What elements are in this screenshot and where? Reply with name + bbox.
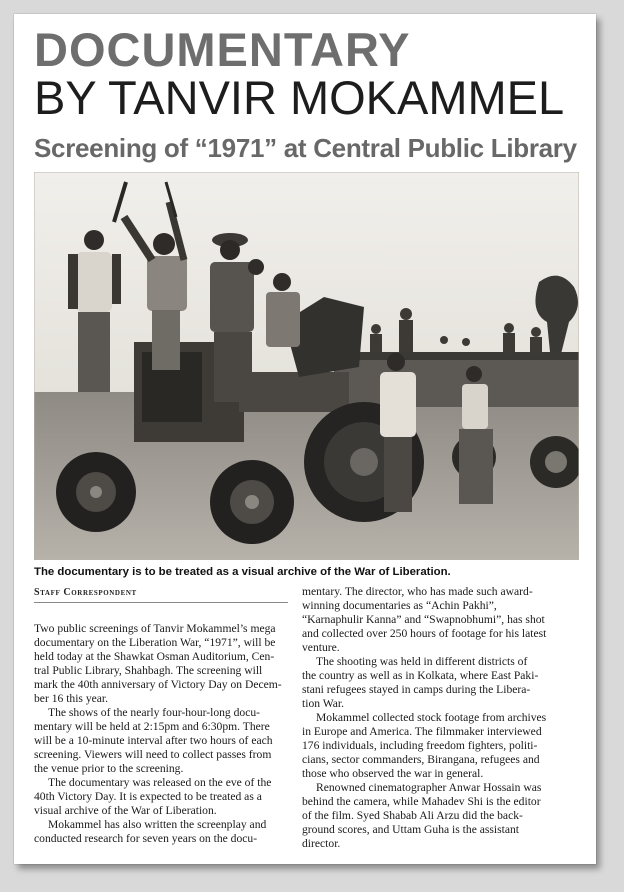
article-paragraph: The documentary was released on the eve of the 40th Victory Day. It is expected to be treated as a visual archive of the War of Liberation. [34,776,272,817]
article-paragraph: Two public screenings of Tanvir Mokammel’s mega documentary on the Liberation War, “1971”, will be held today at the Shawkat Osman Auditorium, Cen- tral Public Library, Shahbagh. The screening will mark the 40th anniversary of Victory Day on Decem- ber 16 this year. [34,622,282,705]
article-column-2 [302,585,578,851]
headline-line-2: BY TANVIR MOKAMMEL [34,71,565,124]
news-photo [34,172,579,560]
article-paragraph: Mokammel has also written the screenplay and conducted research for seven years on the docu- [34,818,267,845]
article-paragraph: Mokammel collected stock footage from archives in Europe and America. The filmmaker interviewed 176 individuals, including freedom fighters, politi- cians, sector commanders, Birangana, refugees and those who observed the war in general. [302,711,547,780]
byline-divider [34,602,288,603]
article-paragraph: The shooting was held in different districts of the country as well as in Kolkata, where East Paki- stani refugees stayed in camps during the Libera- tion War. [302,655,539,710]
newspaper-clipping [14,14,596,864]
article-paragraph: mentary. The director, who has made such award- winning documentaries as “Achin Pakhi”, “Karnaphulir Kanna” and “Swapnobhumi”, has shot and collected over 250 hours of footage for his latest venture. [302,585,547,654]
article-column-1 [34,622,290,846]
article-paragraph: The shows of the nearly four-hour-long docu- mentary will be held at 2:15pm and 6:30pm. There will be a 10-minute interval after two hours of each screening. Viewers will need to collect passes from the venue prior to the screening. [34,706,273,775]
subheadline: Screening of “1971” at Central Public Library [34,133,577,163]
photo-caption: The documentary is to be treated as a visual archive of the War of Liberation. [34,566,451,578]
article-paragraph: Renowned cinematographer Anwar Hossain was behind the camera, while Mahadev Shi is the editor of the film. Syed Shabab Ali Arzu did the back- ground scores, and Uttam Guha is the assistant director. [302,781,542,850]
byline: Staff Correspondent [34,587,137,598]
headline-line-1: DOCUMENTARY [34,23,411,76]
